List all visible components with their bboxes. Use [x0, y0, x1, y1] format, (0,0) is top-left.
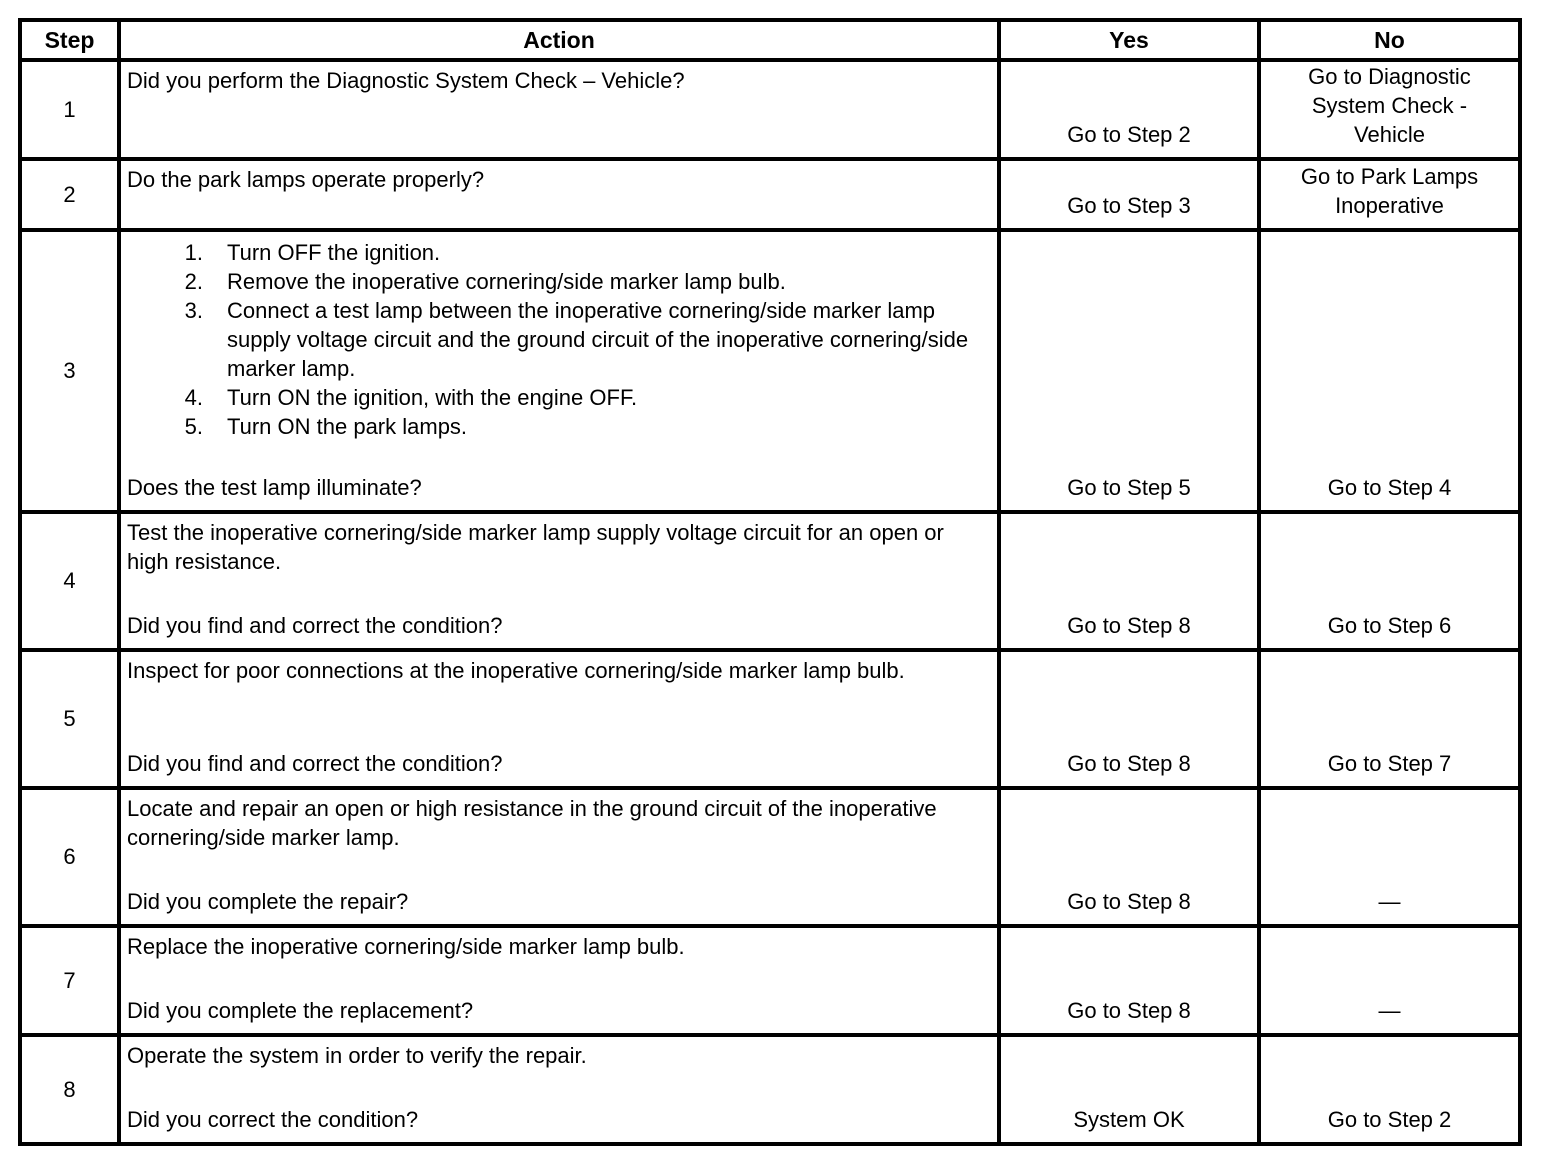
question-text: Does the test lamp illuminate?	[127, 475, 422, 500]
action-cell	[119, 512, 999, 650]
question-text: Did you complete the repair?	[127, 889, 409, 914]
action-cell	[119, 230, 999, 512]
yes-result: Go to Step 8	[1067, 613, 1191, 638]
yes-cell	[999, 159, 1259, 230]
table-row	[20, 788, 1520, 926]
step-number: 8	[20, 1035, 119, 1144]
list-item: 4. Turn ON the ignition, with the engine OFF.	[184, 385, 638, 410]
no-result: Go to Step 2	[1327, 1107, 1452, 1132]
no-cell	[1259, 512, 1520, 650]
no-cell	[1259, 926, 1520, 1035]
yes-result: Go to Step 5	[1067, 475, 1191, 500]
step-number: 1	[20, 60, 119, 159]
no-cell	[1259, 159, 1520, 230]
action-cell	[119, 788, 999, 926]
table-row	[20, 512, 1520, 650]
no-result: —	[1378, 998, 1401, 1023]
table-row	[20, 60, 1520, 159]
action-cell	[119, 1035, 999, 1144]
action-cell	[119, 650, 999, 788]
action-cell	[119, 926, 999, 1035]
action-cell	[119, 159, 999, 230]
header-no: No	[1259, 20, 1520, 60]
yes-result: Go to Step 8	[1067, 889, 1191, 914]
table-row	[20, 1035, 1520, 1144]
no-cell	[1259, 650, 1520, 788]
substep-list	[127, 238, 989, 441]
question-text: Did you find and correct the condition?	[127, 613, 503, 638]
yes-cell	[999, 512, 1259, 650]
no-cell	[1259, 1035, 1520, 1144]
table-row	[20, 650, 1520, 788]
yes-result: System OK	[1073, 1107, 1185, 1132]
table-row	[20, 926, 1520, 1035]
question-text: Did you correct the condition?	[127, 1107, 419, 1132]
header-action: Action	[119, 20, 999, 60]
step-number: 5	[20, 650, 119, 788]
yes-result: Go to Step 2	[1067, 122, 1191, 147]
yes-result: Go to Step 3	[1067, 193, 1191, 218]
action-text: Replace the inoperative cornering/side marker lamp bulb.	[127, 934, 685, 959]
yes-cell	[999, 230, 1259, 512]
yes-cell	[999, 60, 1259, 159]
no-cell	[1259, 230, 1520, 512]
question-text: Did you find and correct the condition?	[127, 751, 503, 776]
list-item: 1. Turn OFF the ignition.	[184, 240, 441, 265]
action-cell	[119, 60, 999, 159]
action-text: Inspect for poor connections at the inoperative cornering/side marker lamp bulb.	[127, 658, 905, 683]
table-row	[20, 230, 1520, 512]
yes-cell	[999, 650, 1259, 788]
action-text: Test the inoperative cornering/side marker lamp supply voltage circuit for an open or high resistance.	[127, 520, 944, 574]
list-item: 5. Turn ON the park lamps.	[184, 414, 468, 439]
question-text: Did you complete the replacement?	[127, 998, 474, 1023]
header-yes: Yes	[999, 20, 1259, 60]
diagnostic-table	[18, 18, 1522, 1146]
yes-cell	[999, 926, 1259, 1035]
yes-result: Go to Step 8	[1067, 751, 1191, 776]
no-result: Go to Park Lamps Inoperative	[1300, 164, 1479, 218]
action-text: Do the park lamps operate properly?	[127, 167, 485, 192]
yes-result: Go to Step 8	[1067, 998, 1191, 1023]
no-result: Go to Step 7	[1327, 751, 1452, 776]
step-number: 2	[20, 159, 119, 230]
no-cell	[1259, 60, 1520, 159]
header-step: Step	[20, 20, 119, 60]
action-text: Did you perform the Diagnostic System Check – Vehicle?	[127, 68, 685, 93]
step-number: 6	[20, 788, 119, 926]
yes-cell	[999, 788, 1259, 926]
table-row	[20, 159, 1520, 230]
step-number: 3	[20, 230, 119, 512]
yes-cell	[999, 1035, 1259, 1144]
no-result: Go to Diagnostic System Check - Vehicle	[1308, 64, 1471, 147]
list-item: 3. Connect a test lamp between the inoperative cornering/side marker lamp supply voltage circuit and the ground circuit of the inoperative cornering/side marker lamp.	[184, 298, 969, 381]
no-cell	[1259, 788, 1520, 926]
no-result: Go to Step 6	[1327, 613, 1452, 638]
no-result: —	[1378, 889, 1401, 914]
no-result: Go to Step 4	[1327, 475, 1452, 500]
list-item: 2. Remove the inoperative cornering/side marker lamp bulb.	[184, 269, 786, 294]
step-number: 7	[20, 926, 119, 1035]
step-number: 4	[20, 512, 119, 650]
action-text: Operate the system in order to verify the repair.	[127, 1043, 587, 1068]
action-text: Locate and repair an open or high resistance in the ground circuit of the inoperative cornering/side marker lamp.	[127, 796, 937, 850]
header-row	[20, 20, 1520, 60]
